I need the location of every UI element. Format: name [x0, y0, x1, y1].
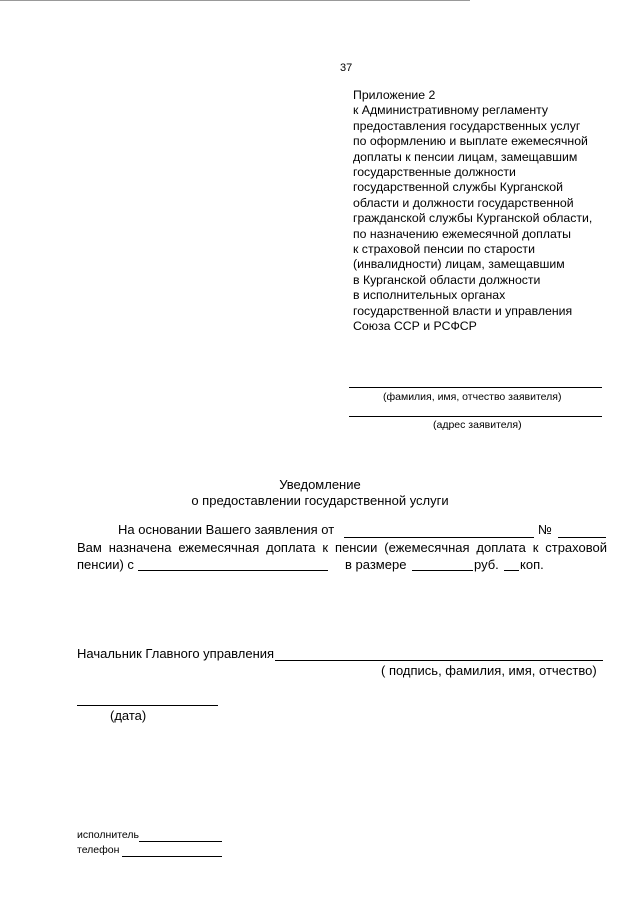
- appendix-line: Союза ССР и РСФСР: [353, 319, 477, 334]
- signatory-label: Начальник Главного управления: [77, 646, 275, 661]
- amount-rub-field[interactable]: [412, 570, 473, 571]
- appendix-line: в Курганской области должности: [353, 272, 541, 287]
- appendix-line: по назначению ежемесячной доплаты: [353, 226, 572, 241]
- appendix-line: по оформлению и выплате ежемесячной: [353, 134, 588, 149]
- applicant-name-line[interactable]: [349, 387, 602, 388]
- phone-label: телефон: [77, 844, 120, 856]
- applicant-address-line[interactable]: [349, 416, 602, 417]
- appendix-line: предоставления государственных услуг: [353, 118, 581, 133]
- kop-label: коп.: [520, 557, 544, 572]
- page-number: 37: [340, 62, 353, 74]
- rub-label: руб.: [474, 557, 499, 572]
- appendix-line: государственной власти и управления: [353, 303, 573, 318]
- applicant-address-caption: (адрес заявителя): [433, 419, 522, 431]
- application-date-label: На основании Вашего заявления от: [118, 522, 335, 537]
- phone-field[interactable]: [122, 856, 222, 857]
- appendix-line: области и должности государственной: [353, 195, 574, 210]
- appendix-line: (инвалидности) лицам, замещавшим: [353, 257, 565, 272]
- date-caption: (дата): [110, 708, 147, 723]
- assignment-text: Вам назначена ежемесячная доплата к пенсии (ежемесячная доплата к страховой: [77, 540, 607, 555]
- application-number-field[interactable]: [558, 537, 606, 538]
- applicant-name-caption: (фамилия, имя, отчество заявителя): [383, 391, 562, 403]
- executor-label: исполнитель: [77, 829, 139, 841]
- notice-title: Уведомление: [279, 477, 361, 492]
- start-date-label: пенсии) с: [77, 557, 134, 572]
- appendix-line: доплаты к пенсии лицам, замещавшим: [353, 149, 578, 164]
- start-date-field[interactable]: [138, 570, 328, 571]
- appendix-line: государственные должности: [353, 165, 516, 180]
- appendix-line: гражданской службы Курганской области,: [353, 211, 593, 226]
- appendix-line: к Административному регламенту: [353, 103, 549, 118]
- appendix-line: Приложение 2: [353, 88, 436, 102]
- application-date-field[interactable]: [344, 537, 534, 538]
- signature-caption: ( подпись, фамилия, имя, отчество): [381, 663, 597, 678]
- appendix-line: в исполнительных органах: [353, 288, 506, 303]
- executor-field[interactable]: [139, 841, 222, 842]
- amount-label: в размере: [345, 557, 407, 572]
- application-number-label: №: [538, 522, 552, 537]
- scan-top-edge: [0, 0, 470, 1]
- appendix-line: государственной службы Курганской: [353, 180, 564, 195]
- signature-field[interactable]: [275, 660, 603, 661]
- appendix-line: к страховой пенсии по старости: [353, 242, 535, 257]
- appendix-header: [353, 88, 615, 335]
- notice-subtitle: о предоставлении государственной услуги: [191, 493, 449, 508]
- date-field[interactable]: [77, 705, 218, 706]
- amount-kop-field[interactable]: [504, 570, 519, 571]
